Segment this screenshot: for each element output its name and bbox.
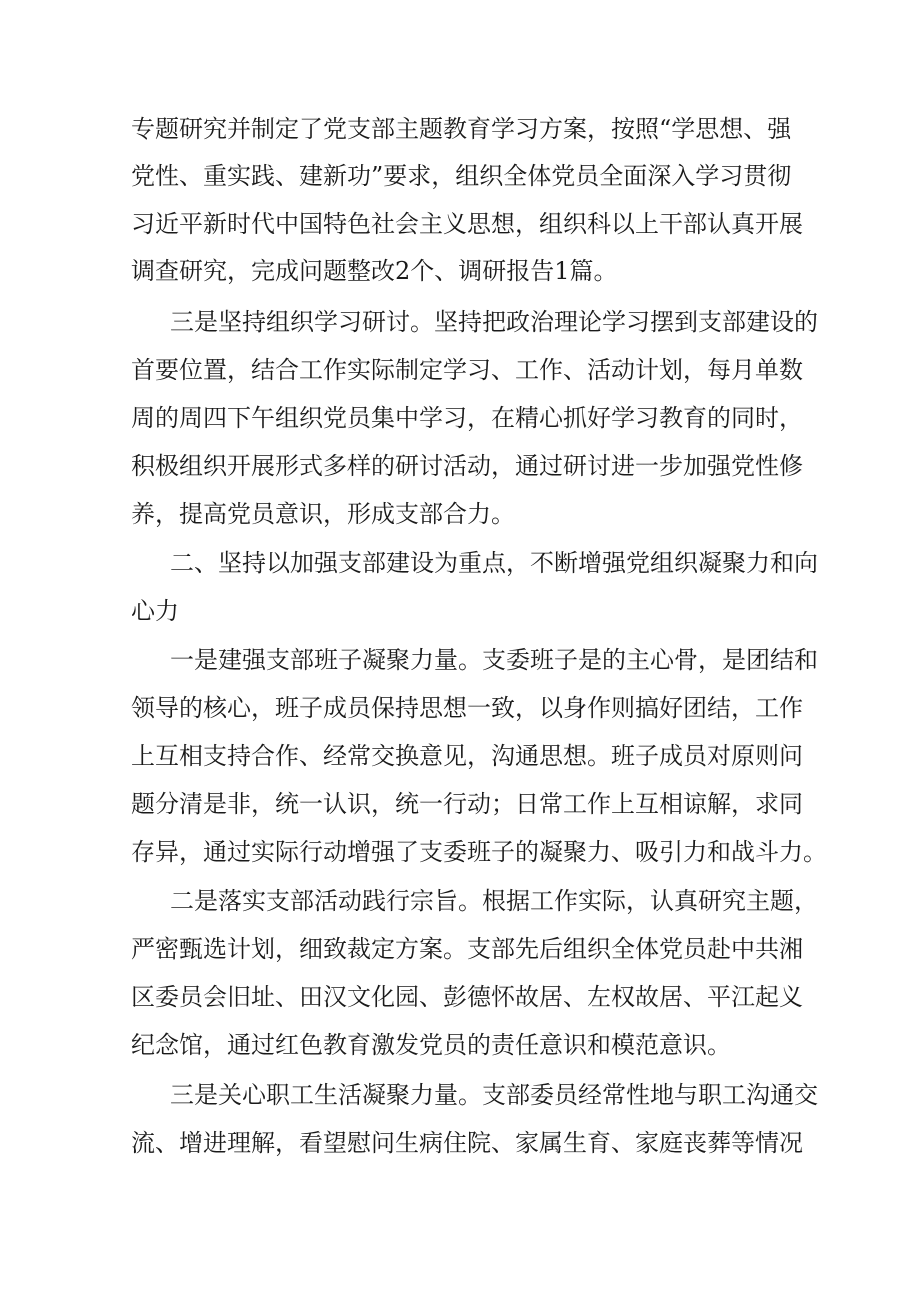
- text-line: 党性、重实践、建新功”要求，组织全体党员全面深入学习贯彻: [131, 162, 792, 190]
- paragraph-first-line: 三是关心职工生活凝聚力量。支部委员经常性地与职工沟通交: [170, 1081, 818, 1109]
- paragraph-first-line: 三是坚持组织学习研讨。坚持把政治理论学习摆到支部建设的: [170, 308, 818, 336]
- paragraph-first-line: 一是建强支部班子凝聚力量。支委班子是的主心骨，是团结和: [170, 646, 818, 674]
- text-line: 养，提高党员意识，形成支部合力。: [131, 500, 515, 528]
- text-line: 积极组织开展形式多样的研讨活动，通过研讨进一步加强党性修: [131, 452, 803, 480]
- text-line: 调查研究，完成问题整改2个、调研报告1篇。: [131, 257, 618, 285]
- text-line: 上互相支持合作、经常交换意见，沟通思想。班子成员对原则问: [131, 742, 803, 770]
- text-line: 习近平新时代中国特色社会主义思想，组织科以上干部认真开展: [131, 210, 803, 238]
- text-line: 题分清是非，统一认识，统一行动；日常工作上互相谅解，求同: [131, 790, 803, 818]
- text-line: 纪念馆，通过红色教育激发党员的责任意识和模范意识。: [131, 1031, 731, 1059]
- section-heading-cont: 心力: [131, 597, 179, 625]
- text-line: 领导的核心，班子成员保持思想一致，以身作则搞好团结，工作: [131, 694, 803, 722]
- text-line: 存异，通过实际行动增强了支委班子的凝聚力、吸引力和战斗力。: [131, 838, 827, 866]
- paragraph-first-line: 二是落实支部活动践行宗旨。根据工作实际，认真研究主题，: [170, 887, 818, 915]
- text-line: 首要位置，结合工作实际制定学习、工作、活动计划，每月单数: [131, 356, 803, 384]
- text-line: 严密甄选计划，细致裁定方案。支部先后组织全体党员赴中共湘: [131, 935, 803, 963]
- text-line: 周的周四下午组织党员集中学习，在精心抓好学习教育的同时，: [131, 404, 803, 432]
- text-line: 流、增进理解，看望慰问生病住院、家属生育、家庭丧葬等情况: [131, 1129, 803, 1157]
- section-heading: 二、坚持以加强支部建设为重点，不断增强党组织凝聚力和向: [170, 549, 818, 577]
- text-line: 区委员会旧址、田汉文化园、彭德怀故居、左权故居、平江起义: [131, 983, 803, 1011]
- text-line: 专题研究并制定了党支部主题教育学习方案，按照“学思想、强: [131, 115, 792, 143]
